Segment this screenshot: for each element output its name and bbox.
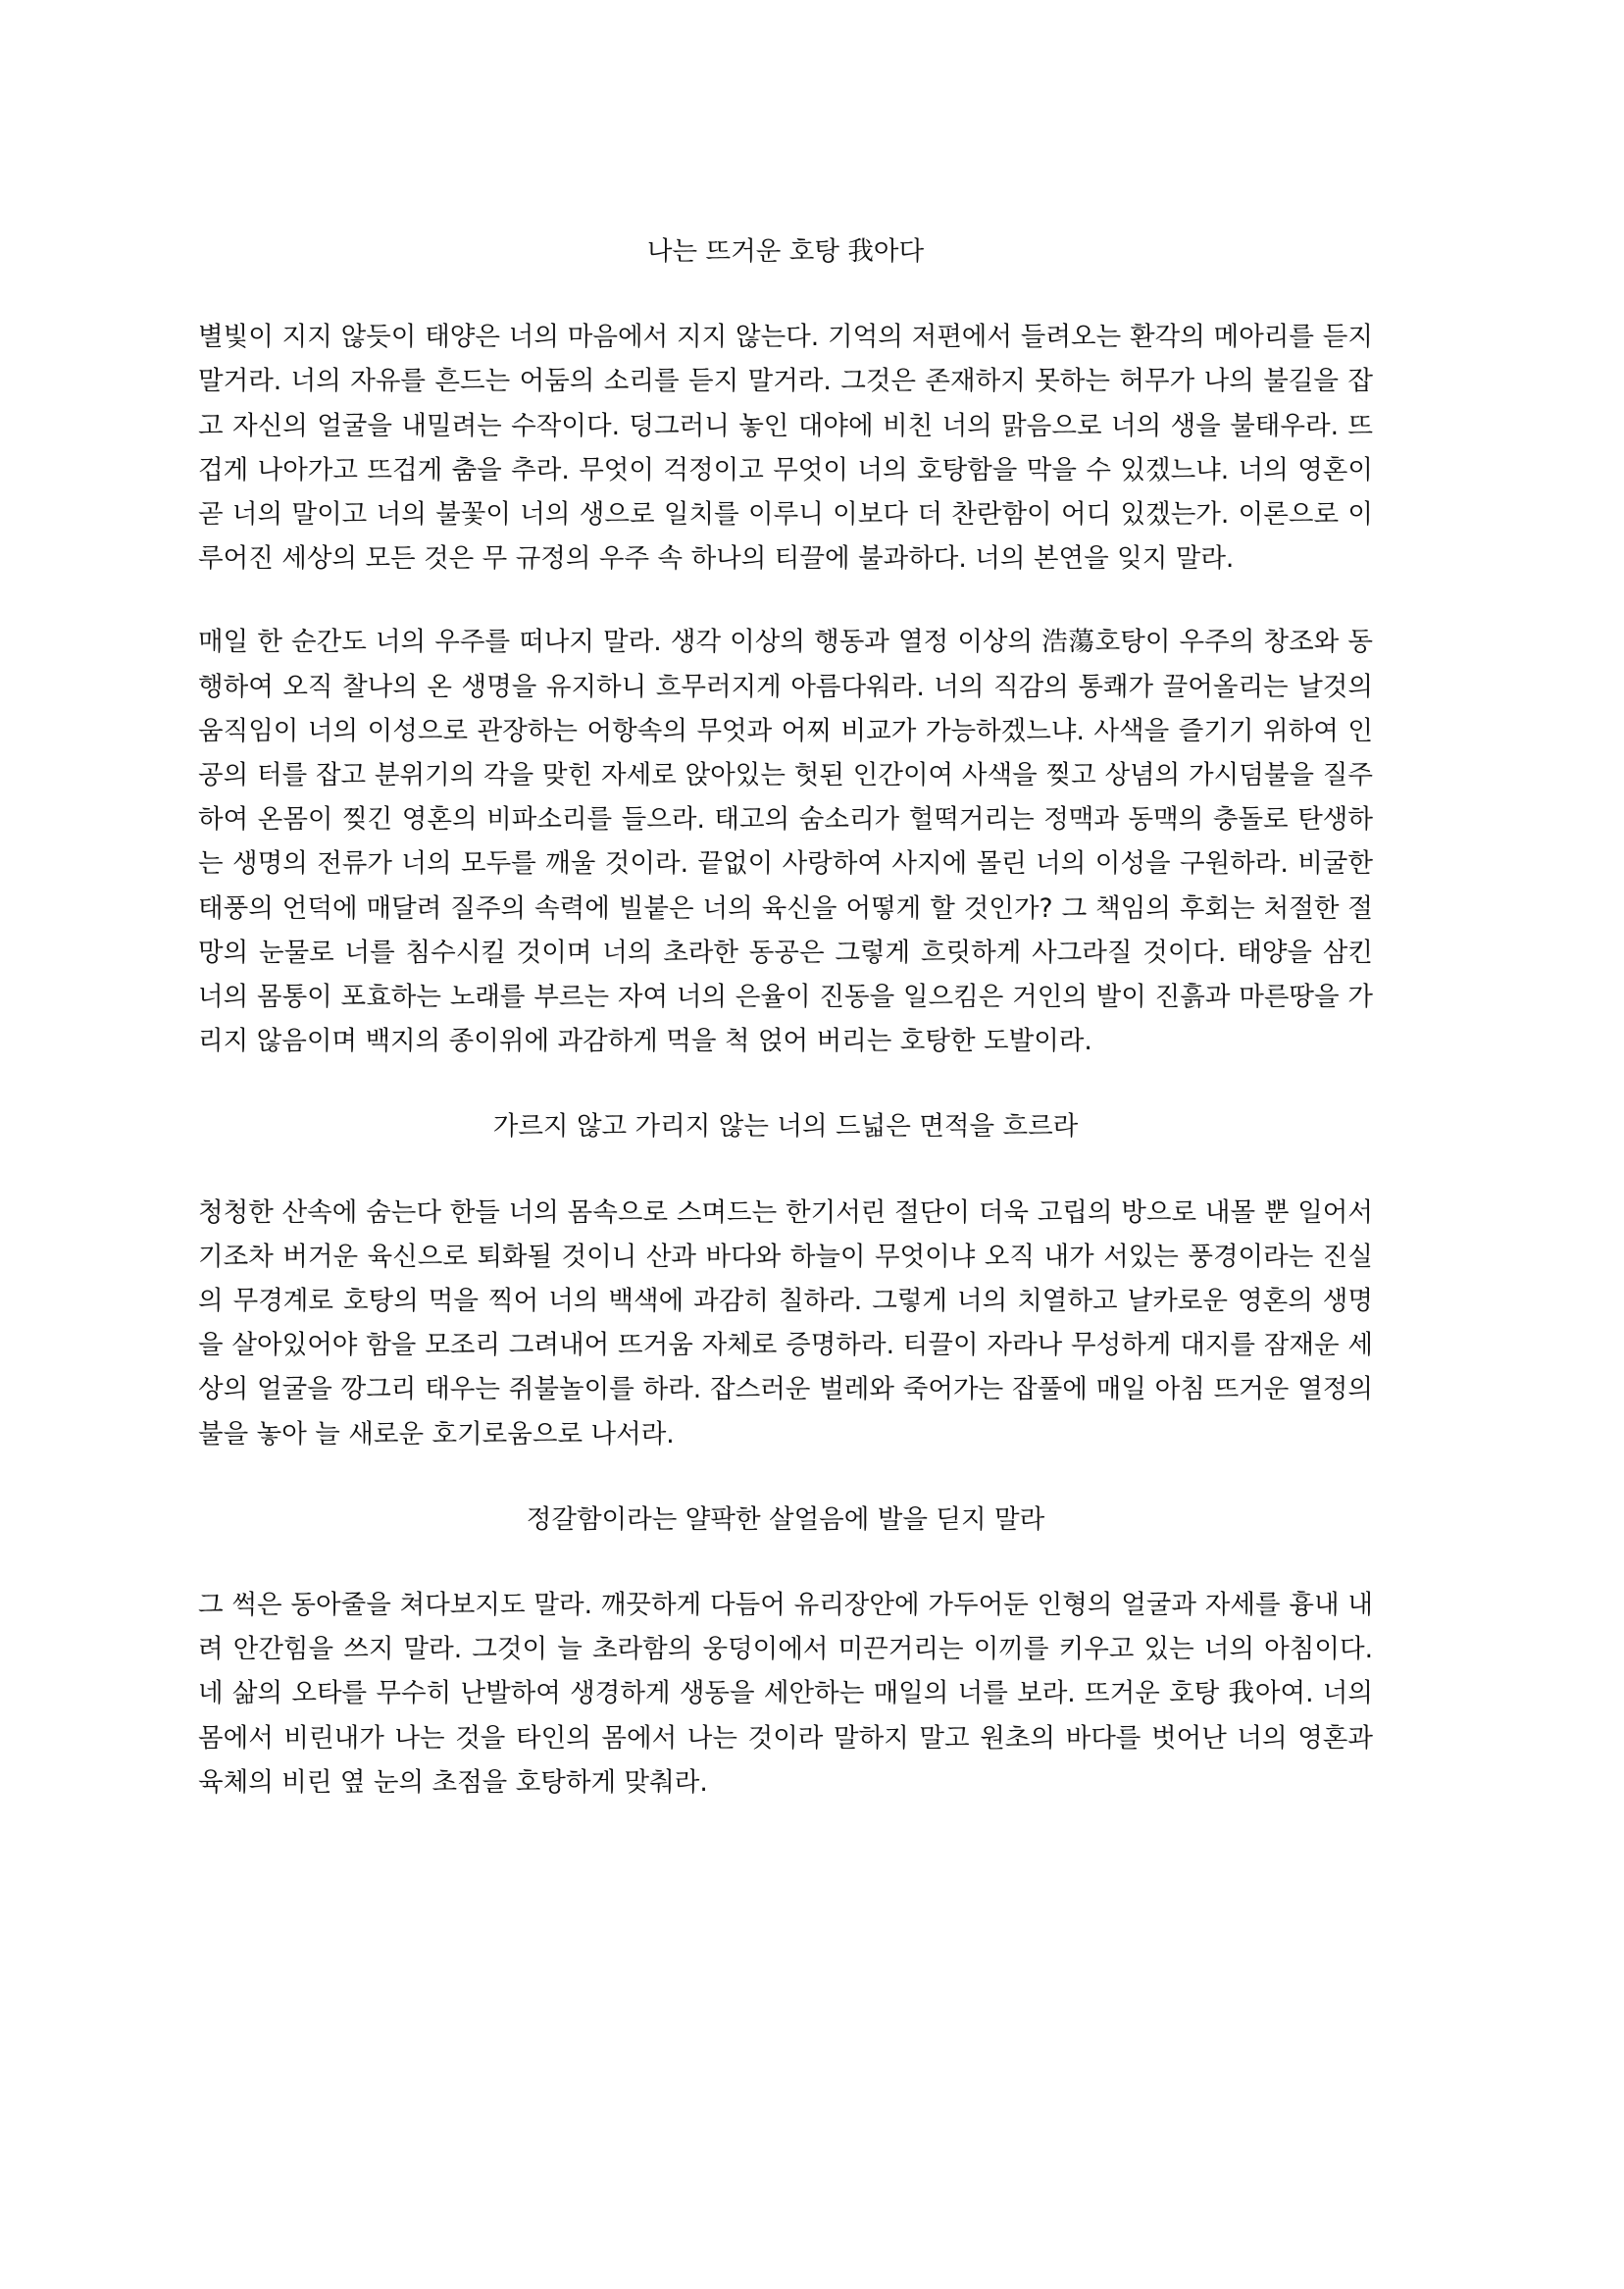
paragraph: 그 썩은 동아줄을 쳐다보지도 말라. 깨끗하게 다듬어 유리장안에 가두어둔 인형의 얼굴과 자세를 흉내 내려 안간힘을 쓰지 말라. 그것이 늘 초라함의 웅덩이에서 미끈거리는 이끼를 키우고 있는 너의 아침이다. 네 삶의 오타를 무수히 난발하여 생경하게 생동을 세안하는 매일의 너를 보라. 뜨거운 호탕 我아여. 너의 몸에서 비린내가 나는 것을 타인의 몸에서 나는 것이라 말하지 말고 원초의 바다를 벗어난 너의 영혼과 육체의 비린 옆 눈의 초점을 호탕하게 맞춰라. xyxy=(198,1590,1373,1798)
paragraph: 청청한 산속에 숨는다 한들 너의 몸속으로 스며드는 한기서린 절단이 더욱 고립의 방으로 내몰 뿐 일어서기조차 버거운 육신으로 퇴화될 것이니 산과 바다와 하늘이 무엇이냐 오직 내가 서있는 풍경이라는 진실의 무경계로 호탕의 먹을 찍어 너의 백색에 과감히 칠하라. 그렇게 너의 치열하고 날카로운 영혼의 생명을 살아있어야 함을 모조리 그려내어 뜨거움 자체로 증명하라. 티끌이 자라나 무성하게 대지를 잠재운 세상의 얼굴을 깡그리 태우는 쥐불놀이를 하라. 잡스러운 벌레와 죽어가는 잡풀에 매일 아침 뜨거운 열정의 불을 놓아 늘 새로운 호기로움으로 나서라. xyxy=(198,1196,1373,1450)
section-heading: 가르지 않고 가리지 않는 너의 드넓은 면적을 흐르라 xyxy=(492,1111,1079,1143)
paragraph: 매일 한 순간도 너의 우주를 떠나지 말라. 생각 이상의 행동과 열정 이상의 浩蕩호탕이 우주의 창조와 동행하여 오직 찰나의 온 생명을 유지하니 흐무러지게 아름다워라. 너의 직감의 통쾌가 끌어올리는 날것의 움직임이 너의 이성으로 관장하는 어항속의 무엇과 어찌 비교가 가능하겠느냐. 사색을 즐기기 위하여 인공의 터를 잡고 분위기의 각을 맞힌 자세로 앉아있는 헛된 인간이여 사색을 찢고 상념의 가시덤불을 질주하여 온몸이 찢긴 영혼의 비파소리를 들으라. 태고의 숨소리가 헐떡거리는 정맥과 동맥의 충돌로 탄생하는 생명의 전류가 너의 모두를 깨울 것이라. 끝없이 사랑하여 사지에 몰린 너의 이성을 구원하라. 비굴한 태풍의 언덕에 매달려 질주의 속력에 빌붙은 너의 육신을 어떻게 할 것인가? 그 책임의 후회는 처절한 절망의 눈물로 너를 침수시킬 것이며 너의 초라한 동공은 그렇게 흐릿하게 사그라질 것이다. 태양을 삼킨 너의 몸통이 포효하는 노래를 부르는 자여 너의 은율이 진동을 일으킴은 거인의 발이 진흙과 마른땅을 가리지 않음이며 백지의 종이위에 과감하게 먹을 척 얹어 버리는 호탕한 도발이라. xyxy=(198,627,1373,1057)
section-heading: 정갈함이라는 얄팍한 살얼음에 발을 딛지 말라 xyxy=(526,1503,1045,1535)
paragraph: 별빛이 지지 않듯이 태양은 너의 마음에서 지지 않는다. 기억의 저편에서 들려오는 환각의 메아리를 듣지 말거라. 너의 자유를 흔드는 어둠의 소리를 듣지 말거라. 그것은 존재하지 못하는 허무가 나의 불길을 잡고 자신의 얼굴을 내밀려는 수작이다. 덩그러니 놓인 대야에 비친 너의 맑음으로 너의 생을 불태우라. 뜨겁게 나아가고 뜨겁게 춤을 추라. 무엇이 걱정이고 무엇이 너의 호탕함을 막을 수 있겠느냐. 너의 영혼이 곧 너의 말이고 너의 불꽃이 너의 생으로 일치를 이루니 이보다 더 찬란함이 어디 있겠는가. 이론으로 이루어진 세상의 모든 것은 무 규정의 우주 속 하나의 티끌에 불과하다. 너의 본연을 잊지 말라. xyxy=(198,322,1373,575)
document-body xyxy=(198,229,1373,1805)
document-title: 나는 뜨거운 호탕 我아다 xyxy=(646,236,925,267)
